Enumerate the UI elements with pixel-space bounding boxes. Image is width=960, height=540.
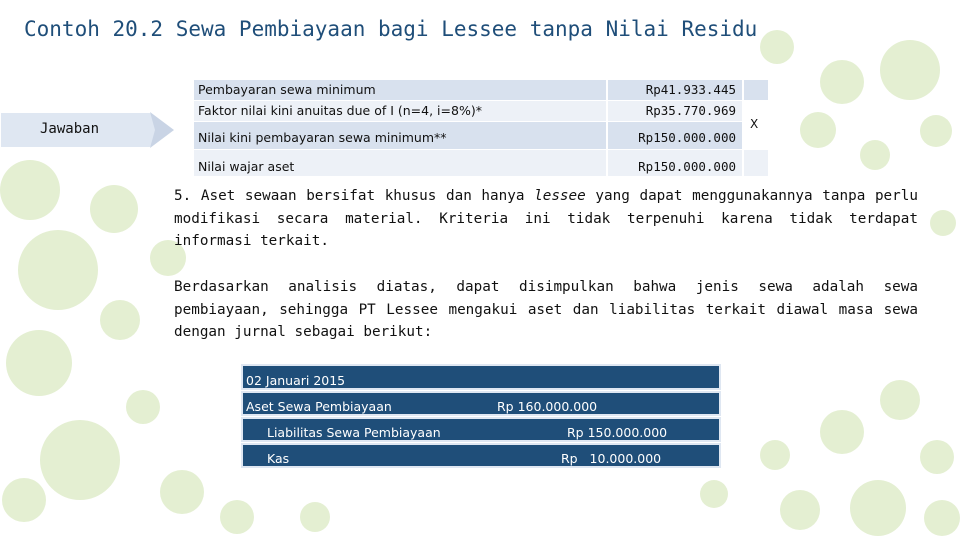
- calc-row-2-value: Rp35.770.969: [645, 103, 736, 118]
- calc-row-1-extra-cell: [744, 80, 768, 100]
- calc-row-3-value: Rp150.000.000: [638, 130, 736, 145]
- calc-row-3-label: Nilai kini pembayaran sewa minimum**: [198, 130, 447, 145]
- calc-row-4-label-cell: [194, 150, 606, 176]
- calc-row-1-label: Pembayaran sewa minimum: [198, 82, 376, 97]
- journal-entry-3-amount: Rp 10.000.000: [561, 451, 662, 466]
- calc-row-1-value-cell: [608, 80, 742, 100]
- journal-entry-2-amount: Rp 150.000.000: [567, 425, 668, 440]
- multiply-sign: X: [750, 117, 759, 131]
- answer-tab-label: Jawaban: [40, 121, 100, 137]
- journal-entry-1-amount: Rp 160.000.000: [497, 399, 598, 414]
- journal-date: 02 Januari 2015: [246, 373, 346, 388]
- journal-entry-2-account: Liabilitas Sewa Pembiayaan: [267, 425, 441, 440]
- journal-entry-3-account: Kas: [267, 451, 290, 466]
- calc-row-1-label-cell: [194, 80, 606, 100]
- calc-row-4-extra-cell: [744, 150, 768, 176]
- criteria-paragraph: [174, 185, 918, 253]
- journal-entry-row-1: [241, 391, 721, 416]
- journal-entry-row-3: [241, 443, 721, 468]
- calc-row-4-value-cell: [608, 150, 742, 176]
- calc-row-2-value-cell: [608, 101, 742, 121]
- calc-row-4-value: Rp150.000.000: [638, 159, 736, 174]
- answer-tab: [0, 112, 176, 148]
- calc-row-2-label-cell: [194, 101, 606, 121]
- criteria-text-before: 5. Aset sewaan bersifat khusus dan hanya: [174, 188, 535, 204]
- criteria-text-after: yang dapat menggunakannya tanpa perlu modifikasi secara material. Kriteria ini tidak terpenuhi karena tidak terdapat informasi terkait.: [174, 188, 918, 249]
- journal-date-row: [241, 364, 721, 390]
- conclusion-paragraph: Berdasarkan analisis diatas, dapat disimpulkan bahwa jenis sewa adalah sewa pembiayaan, sehingga PT Lessee mengakui aset dan liabilitas terkait diawal masa sewa dengan jurnal sebagai berikut:: [174, 279, 918, 340]
- calc-row-1-value: Rp41.933.445: [645, 82, 736, 97]
- slide-title: Contoh 20.2 Sewa Pembiayaan bagi Lessee tanpa Nilai Residu: [24, 17, 758, 41]
- calc-row-4-label: Nilai wajar aset: [198, 159, 295, 174]
- journal-entry-row-2: [241, 417, 721, 442]
- calc-row-2-label: Faktor nilai kini anuitas due of I (n=4, i=8%)*: [198, 103, 482, 118]
- calc-row-3-value-cell: [608, 122, 742, 149]
- calc-row-3-label-cell: [194, 122, 606, 149]
- journal-entry-1-account: Aset Sewa Pembiayaan: [246, 399, 392, 414]
- criteria-emphasis: lessee: [534, 188, 586, 204]
